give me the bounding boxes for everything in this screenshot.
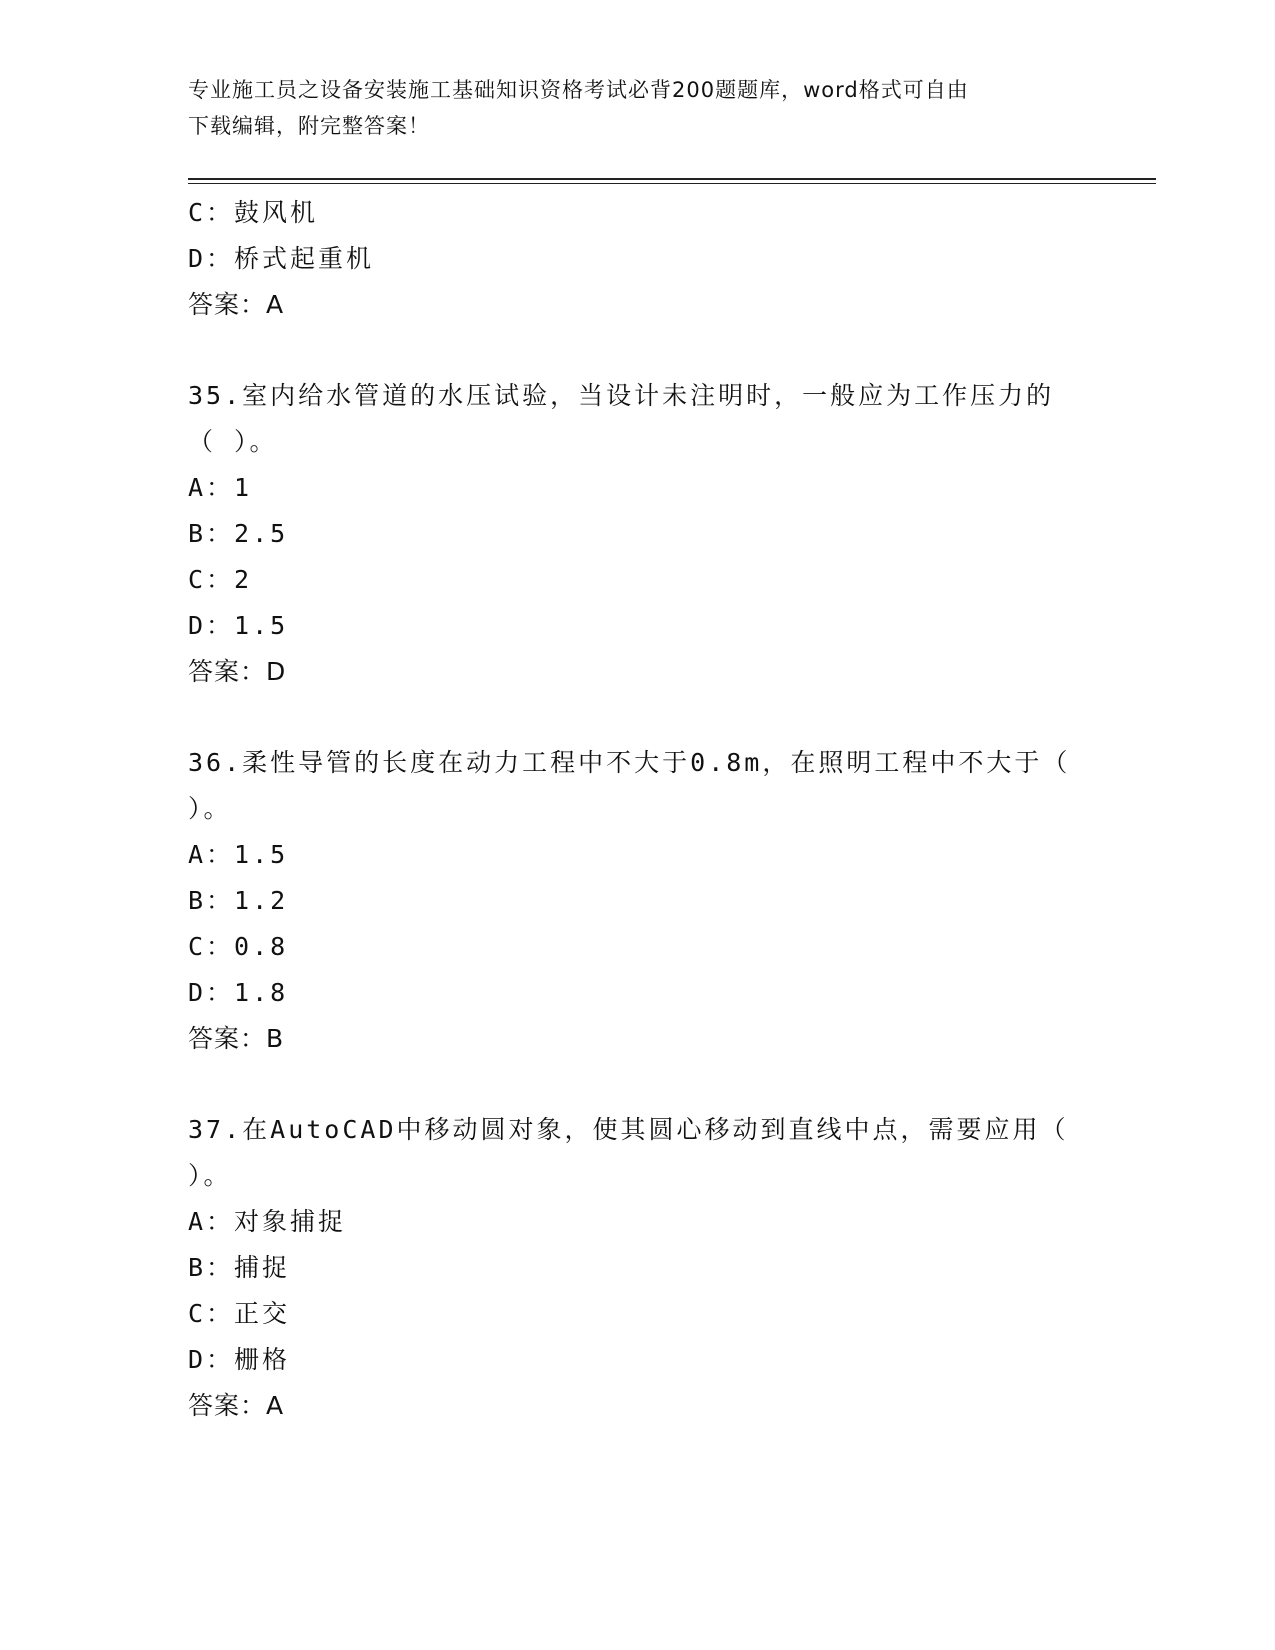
question-text-line-2: ）。 <box>188 1161 232 1190</box>
question-35 <box>188 373 1088 695</box>
option-d: D：1.8 <box>188 978 289 1007</box>
header-line-2: 下载编辑，附完整答案！ <box>188 114 430 138</box>
option-c: C：2 <box>188 565 253 594</box>
option-c: C：正交 <box>188 1299 291 1328</box>
option-d: D：1.5 <box>188 611 289 640</box>
option-b: B：2.5 <box>188 519 289 548</box>
question-list <box>188 190 1088 1429</box>
option-c: C：鼓风机 <box>188 198 319 227</box>
option-d: D：栅格 <box>188 1345 291 1374</box>
answer-line: 答案：D <box>188 657 287 686</box>
option-a: A：对象捕捉 <box>188 1207 347 1236</box>
header-divider-thin <box>188 183 1156 184</box>
answer-line: 答案：A <box>188 290 285 319</box>
option-a: A：1 <box>188 473 253 502</box>
question-text-line-1: 35.室内给水管道的水压试验，当设计未注明时，一般应为工作压力的 <box>188 381 1055 410</box>
answer-line: 答案：B <box>188 1024 285 1053</box>
option-b: B：1.2 <box>188 886 289 915</box>
header-line-1: 专业施工员之设备安装施工基础知识资格考试必背200题题库，word格式可自由 <box>188 78 969 102</box>
document-header <box>188 72 1068 144</box>
question-text-line-2: ）。 <box>188 794 232 823</box>
answer-line: 答案：A <box>188 1391 285 1420</box>
previous-question-tail <box>188 190 1088 328</box>
question-text-line-1: 37.在AutoCAD中移动圆对象，使其圆心移动到直线中点，需要应用（ <box>188 1115 1069 1144</box>
option-a: A：1.5 <box>188 840 289 869</box>
option-b: B：捕捉 <box>188 1253 291 1282</box>
option-c: C：0.8 <box>188 932 289 961</box>
header-divider-thick <box>188 178 1156 180</box>
question-text-line-2: （ ）。 <box>188 427 278 456</box>
option-d: D：桥式起重机 <box>188 244 375 273</box>
question-37 <box>188 1107 1088 1429</box>
question-text-line-1: 36.柔性导管的长度在动力工程中不大于0.8m，在照明工程中不大于（ <box>188 748 1071 777</box>
question-36 <box>188 740 1088 1062</box>
